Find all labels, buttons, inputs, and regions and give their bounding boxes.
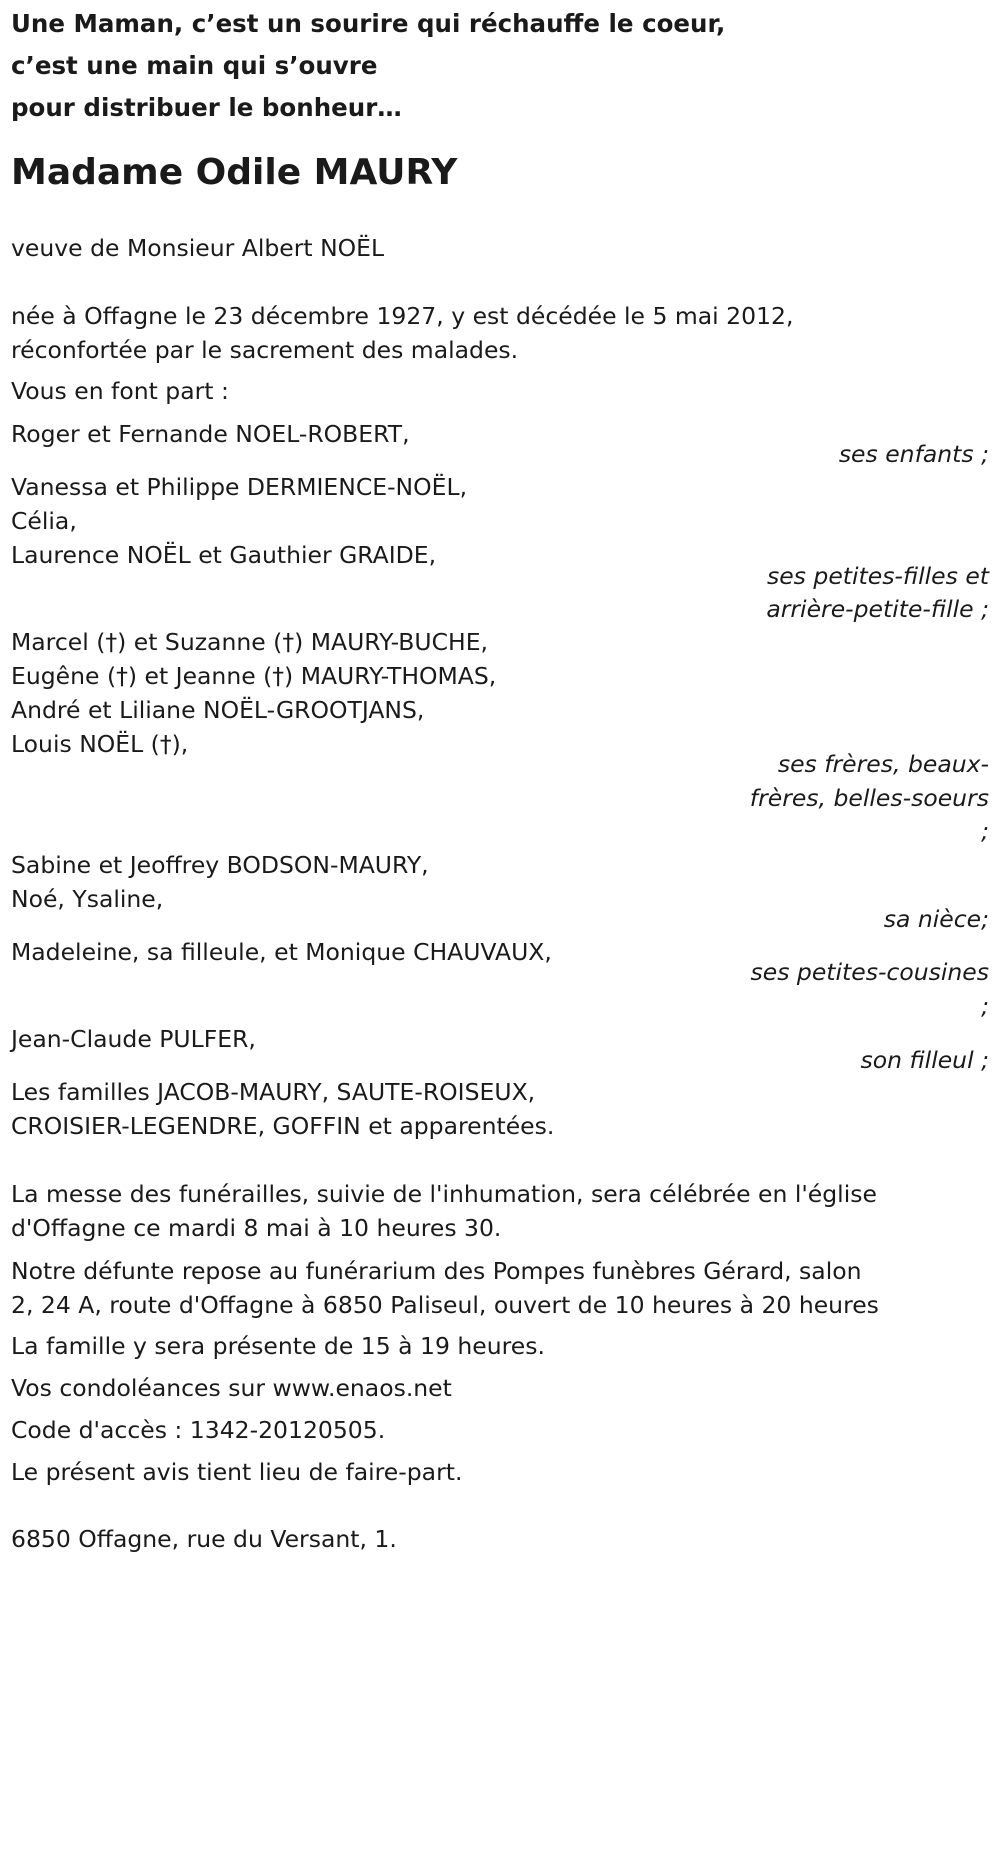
family-name-line: Vanessa et Philippe DERMIENCE-NOËL, [11, 473, 468, 501]
notice-line: Le présent avis tient lieu de faire-part. [11, 1458, 463, 1486]
access-code: Code d'accès : 1342-20120505. [11, 1416, 386, 1444]
family-role: son filleul ; [860, 1046, 989, 1074]
family-role: arrière-petite-fille ; [766, 595, 989, 623]
family-name-line: Eugêne (†) et Jeanne (†) MAURY-THOMAS, [11, 662, 497, 690]
rest-line-1: Notre défunte repose au funérarium des Pompes funèbres Gérard, salon [11, 1257, 862, 1285]
family-role: ses petites-cousines [750, 958, 989, 986]
announce-line: Vous en font part : [11, 377, 229, 405]
family-name-line: Jean-Claude PULFER, [11, 1025, 256, 1053]
quote-line-2: c’est une main qui s’ouvre [11, 51, 378, 80]
birth-line-1: née à Offagne le 23 décembre 1927, y est décédée le 5 mai 2012, [11, 302, 794, 330]
quote-line-3: pour distribuer le bonheur… [11, 93, 402, 122]
family-name-line: Les familles JACOB-MAURY, SAUTE-ROISEUX, [11, 1078, 536, 1106]
family-name-line: Célia, [11, 507, 77, 535]
birth-line-2: réconfortée par le sacrement des malades. [11, 336, 519, 364]
family-role: frères, belles-soeurs [749, 784, 989, 812]
family-name-line: Madeleine, sa filleule, et Monique CHAUVAUX, [11, 938, 552, 966]
family-role: ; [981, 992, 989, 1020]
family-name-line: Sabine et Jeoffrey BODSON-MAURY, [11, 851, 429, 879]
family-role: ; [981, 817, 989, 845]
family-presence: La famille y sera présente de 15 à 19 heures. [11, 1332, 545, 1360]
family-name-line: Louis NOËL (†), [11, 730, 189, 758]
address: 6850 Offagne, rue du Versant, 1. [11, 1525, 397, 1553]
family-name-line: CROISIER-LEGENDRE, GOFFIN et apparentées. [11, 1112, 555, 1140]
family-name-line: Marcel (†) et Suzanne (†) MAURY-BUCHE, [11, 628, 489, 656]
quote-line-1: Une Maman, c’est un sourire qui réchauffe le coeur, [11, 9, 726, 38]
mass-line-1: La messe des funérailles, suivie de l'inhumation, sera célébrée en l'église [11, 1180, 877, 1208]
rest-line-2: 2, 24 A, route d'Offagne à 6850 Paliseul, ouvert de 10 heures à 20 heures [11, 1291, 879, 1319]
family-name-line: Roger et Fernande NOEL-ROBERT, [11, 420, 410, 448]
family-role: ses petites-filles et [766, 562, 989, 590]
family-name-line: Laurence NOËL et Gauthier GRAIDE, [11, 541, 437, 569]
condolences: Vos condoléances sur www.enaos.net [11, 1374, 452, 1402]
mass-line-2: d'Offagne ce mardi 8 mai à 10 heures 30. [11, 1214, 502, 1242]
family-name-line: André et Liliane NOËL-GROOTJANS, [11, 696, 425, 724]
widow-line: veuve de Monsieur Albert NOËL [11, 234, 385, 262]
family-role: ses frères, beaux- [777, 750, 989, 778]
family-name-line: Noé, Ysaline, [11, 885, 164, 913]
deceased-name: Madame Odile MAURY [11, 152, 458, 193]
family-role: ses enfants ; [838, 440, 989, 468]
family-role: sa nièce; [883, 905, 989, 933]
